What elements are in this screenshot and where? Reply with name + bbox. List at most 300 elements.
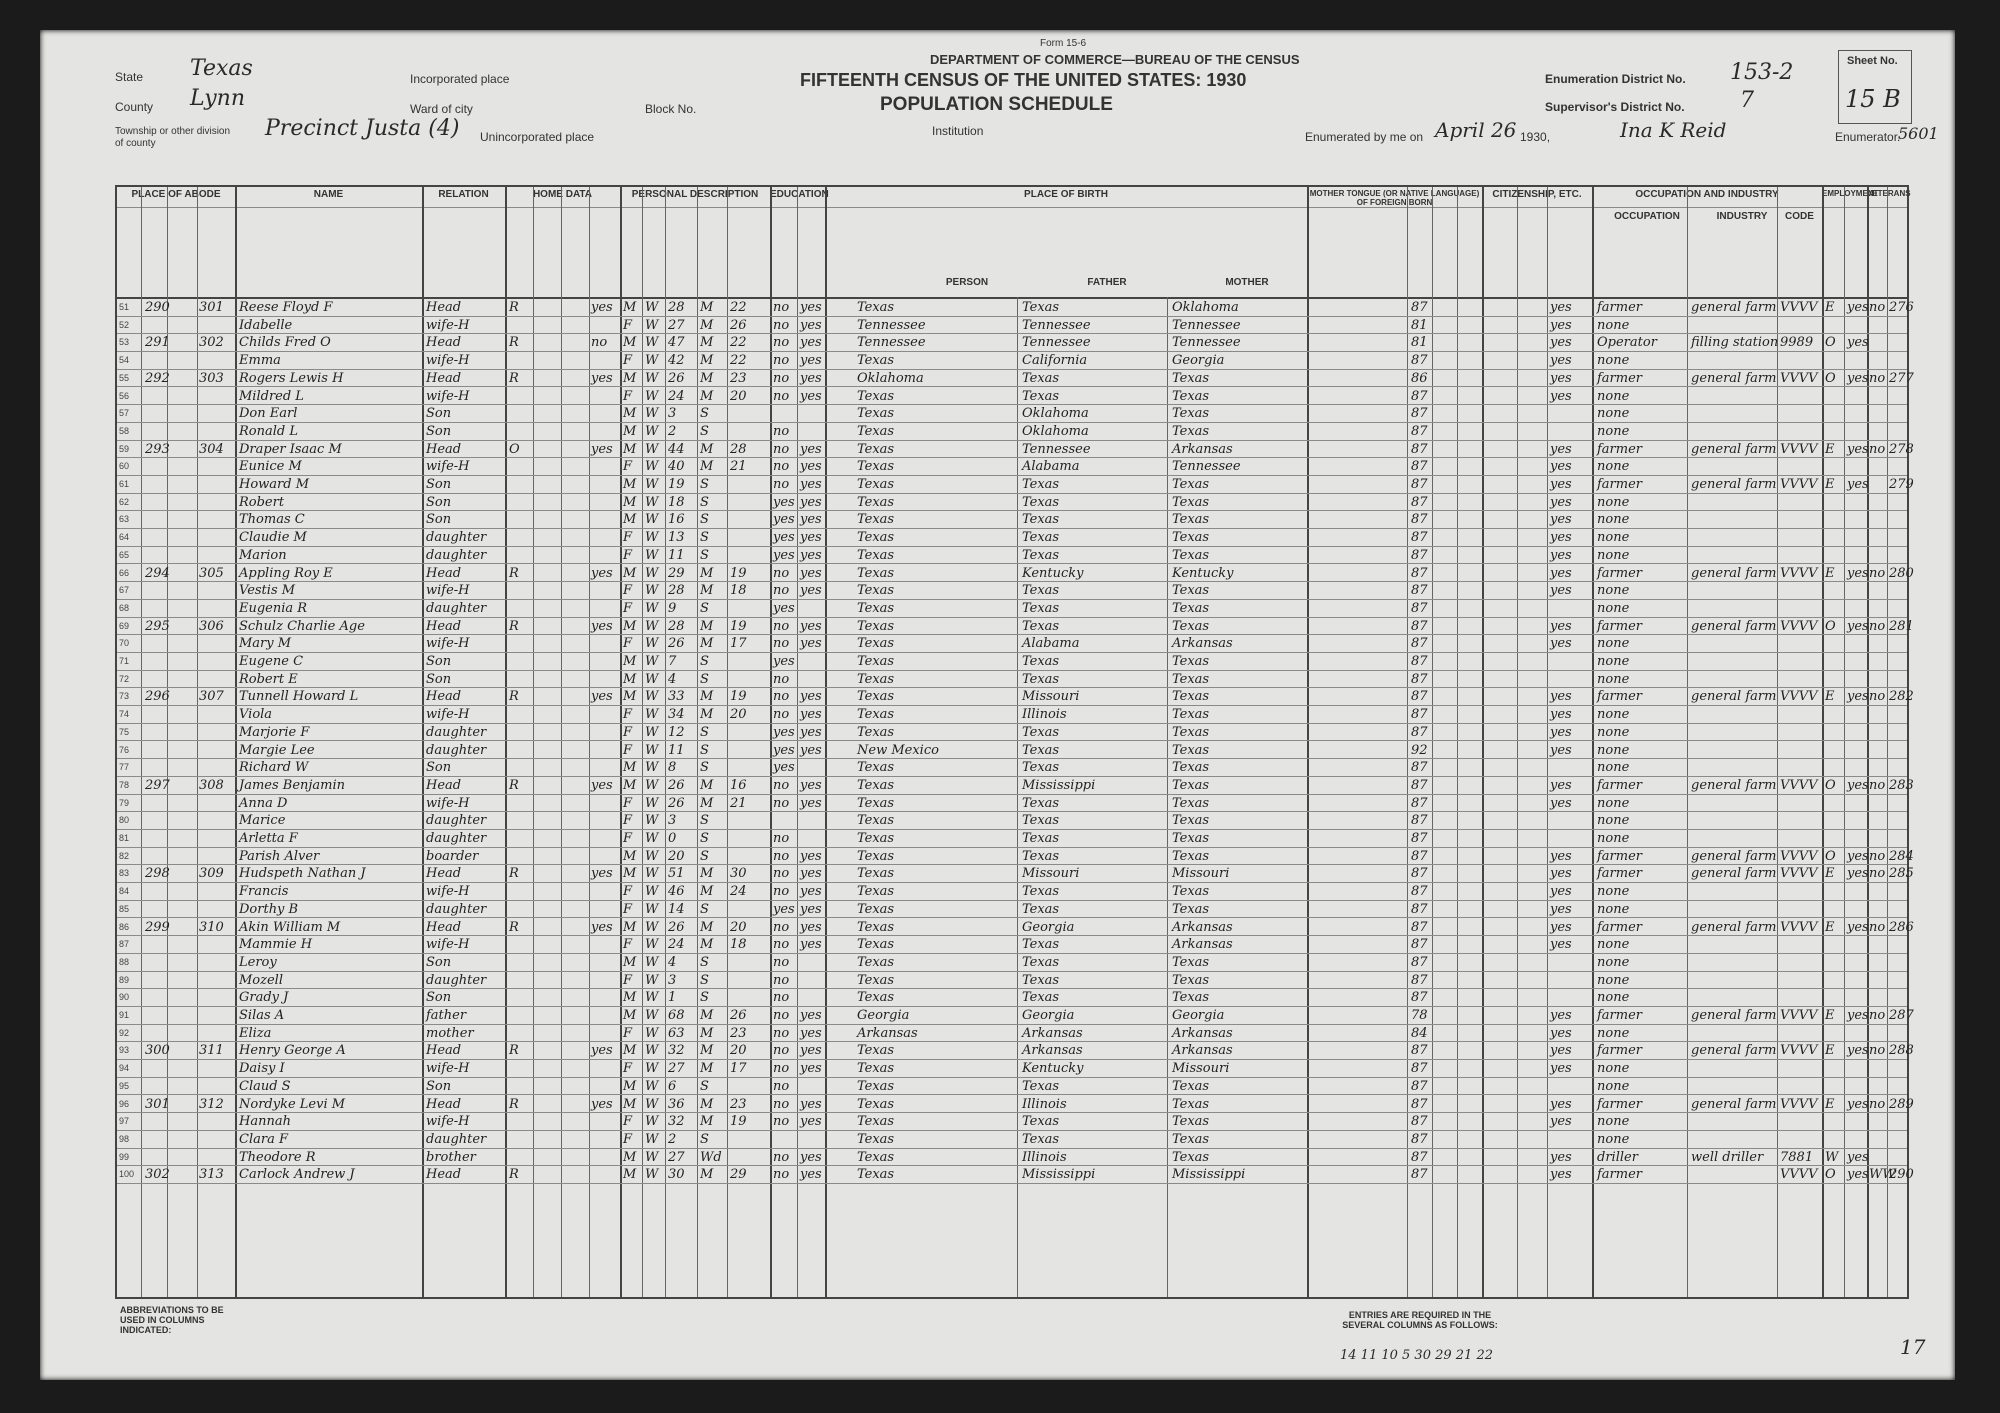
cell-fno: 278: [1889, 441, 1914, 457]
cell-name: James Benjamin: [239, 777, 346, 793]
cell-code: 87: [1411, 777, 1428, 793]
cell-rel: daughter: [426, 600, 487, 616]
cell-mar: M: [700, 1167, 714, 1183]
cell-bp: Texas: [857, 724, 895, 740]
line-number: 61: [119, 479, 130, 489]
cell-agem: 20: [730, 388, 747, 404]
cell-icode: VVVV: [1780, 477, 1818, 492]
cell-name: Thomas C: [239, 512, 305, 528]
cell-bpf: Texas: [1022, 795, 1060, 811]
table-row: [117, 742, 1907, 760]
cell-occ: farmer: [1597, 689, 1643, 705]
cell-code: 87: [1411, 1078, 1428, 1094]
population-table: [115, 185, 1914, 1299]
cell-home: R: [509, 565, 519, 581]
cell-fam: 304: [199, 441, 224, 457]
cell-bpf: Tennessee: [1022, 335, 1091, 351]
cell-code: 87: [1411, 423, 1428, 439]
cell-cls: E: [1825, 1008, 1835, 1023]
cell-occ: none: [1597, 1114, 1630, 1130]
cell-race: W: [645, 583, 659, 599]
cell-agem: 21: [730, 795, 747, 811]
ward-label: Ward of city: [410, 102, 473, 116]
cell-read: yes: [800, 618, 822, 634]
cell-name: Mammie H: [239, 937, 313, 953]
cell-code: 87: [1411, 1167, 1428, 1183]
cell-eng: yes: [1550, 317, 1572, 333]
cell-cls: O: [1825, 335, 1836, 351]
cell-sex: F: [623, 901, 633, 917]
cell-occ: farmer: [1597, 866, 1643, 882]
cell-eng: yes: [1550, 1043, 1572, 1059]
cell-rel: Son: [426, 654, 452, 669]
table-row: [117, 989, 1907, 1007]
cell-name: Tunnell Howard L: [239, 689, 359, 705]
cell-bpm: Texas: [1172, 1149, 1210, 1165]
cell-age: 7: [668, 654, 677, 669]
cell-name: Viola: [239, 707, 273, 723]
cell-name: Marion: [239, 547, 287, 563]
unincorporated-label: Unincorporated place: [480, 130, 595, 144]
cell-occ: driller: [1597, 1149, 1638, 1165]
cell-bp: Texas: [857, 1096, 895, 1112]
cell-rel: wife-H: [426, 317, 470, 333]
cell-name: Carlock Andrew J: [239, 1167, 355, 1183]
cell-cls: E: [1825, 477, 1835, 492]
cell-rel: Head: [426, 565, 462, 581]
cell-bpf: California: [1022, 353, 1088, 369]
cell-sch: no: [773, 423, 790, 439]
cell-sex: F: [623, 600, 633, 616]
cell-sex: F: [623, 742, 633, 758]
cell-name: Idabelle: [239, 317, 293, 333]
cell-mar: S: [700, 671, 709, 687]
cell-code: 87: [1411, 671, 1428, 687]
cell-read: yes: [800, 300, 822, 315]
cell-bp: Texas: [857, 512, 895, 528]
cell-bpf: Illinois: [1022, 1096, 1067, 1112]
cell-code: 87: [1411, 848, 1428, 864]
cell-occ: none: [1597, 600, 1630, 616]
cell-fam: 303: [199, 370, 224, 386]
cell-sch: no: [773, 441, 790, 457]
line-number: 73: [119, 691, 130, 702]
cell-emp: yes: [1847, 919, 1869, 935]
cell-age: 24: [668, 388, 685, 404]
table-row: [117, 405, 1907, 423]
cell-bpm: Texas: [1172, 707, 1210, 723]
cell-agem: 17: [730, 636, 747, 652]
cell-read: yes: [800, 689, 822, 705]
cell-mar: M: [700, 795, 714, 811]
cell-bpf: Texas: [1022, 831, 1060, 846]
cell-eng: yes: [1550, 884, 1572, 900]
cell-read: yes: [800, 1096, 822, 1112]
cell-bp: Texas: [857, 813, 895, 829]
cell-mar: S: [700, 654, 709, 669]
cell-rel: wife-H: [426, 707, 470, 723]
cell-occ: none: [1597, 724, 1630, 740]
cell-vet: no: [1869, 300, 1886, 315]
cell-mar: S: [700, 724, 709, 740]
cell-rel: daughter: [426, 813, 487, 829]
cell-rel: daughter: [426, 901, 487, 917]
cell-mar: M: [700, 1061, 714, 1077]
cell-sch: no: [773, 1167, 790, 1183]
cell-race: W: [645, 1078, 659, 1094]
cell-occ: farmer: [1597, 477, 1643, 492]
cell-mar: M: [700, 689, 714, 705]
cell-sch: no: [773, 459, 790, 475]
cell-read: yes: [800, 724, 822, 740]
line-number: 77: [119, 762, 130, 773]
cell-rel: daughter: [426, 972, 487, 988]
cell-name: Nordyke Levi M: [239, 1096, 346, 1112]
cell-sex: F: [623, 530, 633, 546]
table-row: [117, 547, 1907, 565]
cell-mar: S: [700, 530, 709, 546]
table-row: [117, 1149, 1907, 1167]
cell-sex: M: [623, 990, 637, 1006]
cell-cls: O: [1825, 1167, 1836, 1183]
cell-sch: no: [773, 990, 790, 1006]
cell-race: W: [645, 724, 659, 740]
cell-bpf: Texas: [1022, 954, 1060, 970]
cell-eng: yes: [1550, 547, 1572, 563]
cell-code: 87: [1411, 795, 1428, 811]
line-number: 67: [119, 585, 130, 596]
cell-name: Hudspeth Nathan J: [239, 866, 366, 882]
cell-sch: no: [773, 370, 790, 386]
cell-sch: no: [773, 689, 790, 705]
institution-label: Institution: [932, 124, 984, 138]
cell-age: 33: [668, 689, 685, 705]
cell-code: 87: [1411, 901, 1428, 917]
cell-eng: yes: [1550, 300, 1572, 315]
cell-sch: no: [773, 1025, 790, 1041]
cell-mar: M: [700, 618, 714, 634]
cell-sch: no: [773, 1096, 790, 1112]
cell-age: 6: [668, 1078, 677, 1094]
cell-occ: none: [1597, 671, 1630, 687]
cell-eng: yes: [1550, 777, 1572, 793]
cell-occ: none: [1597, 512, 1630, 528]
cell-name: Claud S: [239, 1078, 291, 1094]
cell-mar: S: [700, 972, 709, 988]
cell-ind: well driller: [1691, 1149, 1764, 1165]
cell-name: Childs Fred O: [239, 335, 331, 351]
cell-emp: yes: [1847, 300, 1869, 315]
cell-rel: wife-H: [426, 636, 470, 652]
cell-age: 30: [668, 1167, 685, 1183]
state-label: State: [115, 70, 144, 84]
cell-sex: M: [623, 1096, 637, 1112]
cell-sex: M: [623, 1149, 637, 1165]
cell-age: 32: [668, 1043, 685, 1059]
cell-mar: S: [700, 423, 709, 439]
cell-occ: farmer: [1597, 1096, 1643, 1112]
cell-race: W: [645, 1061, 659, 1077]
cell-bpf: Texas: [1022, 300, 1060, 315]
cell-cls: E: [1825, 1096, 1835, 1112]
group-employment: EMPLOYMENT: [1822, 189, 1879, 198]
cell-fam: 307: [199, 689, 224, 705]
cell-bpf: Missouri: [1022, 866, 1080, 882]
cell-bp: Oklahoma: [857, 370, 924, 386]
table-row: [117, 954, 1907, 972]
cell-fam: 309: [199, 866, 224, 882]
cell-race: W: [645, 777, 659, 793]
cell-code: 87: [1411, 459, 1428, 475]
cell-agem: 18: [730, 583, 747, 599]
cell-sex: F: [623, 388, 633, 404]
line-number: 95: [119, 1080, 130, 1091]
cell-icode: VVVV: [1780, 1167, 1818, 1183]
table-row: [117, 706, 1907, 724]
cell-sch: no: [773, 1061, 790, 1077]
cell-rel: Head: [426, 689, 462, 705]
cell-bpf: Kentucky: [1022, 1061, 1084, 1077]
cell-cls: E: [1825, 689, 1835, 705]
cell-emp: yes: [1847, 1096, 1869, 1112]
cell-bpm: Tennessee: [1172, 335, 1241, 351]
cell-rel: Head: [426, 1096, 462, 1112]
table-row: [117, 476, 1914, 494]
cell-race: W: [645, 494, 659, 510]
cell-mar: S: [700, 990, 709, 1006]
cell-emp: yes: [1847, 848, 1869, 864]
cell-name: Marjorie F: [239, 724, 310, 740]
sub-father: FATHER: [1087, 277, 1127, 288]
cell-name: Ronald L: [239, 423, 298, 439]
cell-eng: yes: [1550, 353, 1572, 369]
cell-bpf: Texas: [1022, 547, 1060, 563]
cell-rel: wife-H: [426, 937, 470, 953]
cell-read: yes: [800, 388, 822, 404]
line-number: 64: [119, 532, 130, 543]
cell-bp: Texas: [857, 300, 895, 315]
cell-name: Richard W: [239, 760, 309, 776]
cell-read: yes: [800, 547, 822, 563]
line-number: 82: [119, 850, 130, 861]
cell-mar: M: [700, 1043, 714, 1059]
cell-sex: M: [623, 618, 637, 634]
line-number: 96: [119, 1098, 130, 1109]
cell-sex: M: [623, 654, 637, 669]
cell-dw: 297: [145, 777, 170, 793]
cell-eng: yes: [1550, 335, 1572, 351]
table-row: [117, 458, 1907, 476]
cell-read: yes: [800, 884, 822, 900]
cell-radio: yes: [591, 866, 613, 882]
cell-name: Hannah: [239, 1114, 291, 1130]
schedule-title: POPULATION SCHEDULE: [880, 94, 1113, 115]
cell-bpf: Texas: [1022, 530, 1060, 546]
line-number: 68: [119, 602, 130, 613]
cell-dw: 293: [145, 441, 170, 457]
cell-age: 13: [668, 530, 685, 546]
line-number: 85: [119, 903, 130, 914]
cell-bp: Texas: [857, 477, 895, 492]
cell-age: 27: [668, 1061, 685, 1077]
line-number: 69: [119, 620, 130, 631]
table-row: [117, 901, 1907, 919]
cell-fno: 284: [1889, 848, 1914, 864]
cell-dw: 294: [145, 565, 170, 581]
cell-name: Theodore R: [239, 1149, 316, 1165]
cell-bpf: Texas: [1022, 972, 1060, 988]
cell-fno: 279: [1889, 477, 1914, 492]
cell-code: 87: [1411, 654, 1428, 669]
cell-bpf: Texas: [1022, 848, 1060, 864]
cell-read: yes: [800, 848, 822, 864]
cell-code: 87: [1411, 547, 1428, 563]
cell-sex: M: [623, 494, 637, 510]
cell-rel: wife-H: [426, 353, 470, 369]
cell-race: W: [645, 654, 659, 669]
cell-mar: M: [700, 300, 714, 315]
cell-code: 87: [1411, 919, 1428, 935]
cell-bpm: Texas: [1172, 831, 1210, 846]
cell-bp: Texas: [857, 1043, 895, 1059]
cell-cls: E: [1825, 866, 1835, 882]
line-number: 52: [119, 319, 130, 330]
cell-occ: farmer: [1597, 1008, 1643, 1023]
cell-age: 11: [668, 742, 685, 758]
cell-bpf: Illinois: [1022, 707, 1067, 723]
line-number: 81: [119, 833, 130, 843]
table-row: [117, 352, 1907, 370]
cell-read: yes: [800, 707, 822, 723]
table-row: [117, 582, 1907, 600]
cell-rel: Head: [426, 618, 462, 634]
cell-read: yes: [800, 1149, 822, 1165]
cell-bpf: Georgia: [1022, 919, 1075, 935]
group-education: EDUCATION: [770, 189, 829, 200]
cell-eng: yes: [1550, 937, 1572, 953]
cell-occ: farmer: [1597, 1167, 1643, 1183]
cell-name: Marice: [239, 813, 286, 829]
cell-bp: Arkansas: [857, 1025, 918, 1041]
sub-code: CODE: [1785, 211, 1814, 222]
cell-mar: M: [700, 1025, 714, 1041]
cell-home: R: [509, 618, 519, 634]
cell-age: 27: [668, 1149, 685, 1165]
cell-sch: no: [773, 707, 790, 723]
cell-icode: VVVV: [1780, 1043, 1818, 1059]
supervisor-value: 7: [1740, 88, 1754, 113]
cell-name: Schulz Charlie Age: [239, 618, 365, 634]
cell-race: W: [645, 1149, 659, 1165]
cell-rel: daughter: [426, 547, 487, 563]
line-number: 90: [119, 992, 130, 1003]
cell-eng: yes: [1550, 583, 1572, 599]
table-row: [117, 936, 1907, 954]
cell-sch: no: [773, 477, 790, 492]
cell-sex: F: [623, 795, 633, 811]
cell-occ: farmer: [1597, 618, 1643, 634]
cell-code: 87: [1411, 831, 1428, 846]
cell-age: 20: [668, 848, 685, 864]
cell-agem: 20: [730, 919, 747, 935]
cell-bp: Texas: [857, 689, 895, 705]
cell-read: yes: [800, 494, 822, 510]
cell-bpf: Tennessee: [1022, 317, 1091, 333]
cell-bpm: Texas: [1172, 583, 1210, 599]
cell-eng: yes: [1550, 724, 1572, 740]
cell-mar: S: [700, 742, 709, 758]
cell-race: W: [645, 388, 659, 404]
cell-race: W: [645, 423, 659, 439]
abbreviations-title: ABBREVIATIONS TO BE USED IN COLUMNS INDICATED:: [120, 1305, 224, 1335]
table-row: [117, 671, 1907, 689]
cell-rel: Son: [426, 512, 452, 528]
cell-age: 63: [668, 1025, 685, 1041]
cell-cls: E: [1825, 1043, 1835, 1059]
line-number: 57: [119, 408, 130, 419]
cell-code: 87: [1411, 388, 1428, 404]
cell-sex: F: [623, 583, 633, 599]
cell-bp: Texas: [857, 530, 895, 546]
cell-sch: no: [773, 335, 790, 351]
cell-eng: yes: [1550, 848, 1572, 864]
cell-bpm: Texas: [1172, 813, 1210, 829]
table-row: [117, 777, 1914, 795]
cell-race: W: [645, 1096, 659, 1112]
cell-code: 87: [1411, 406, 1428, 422]
cell-bpf: Arkansas: [1022, 1025, 1083, 1041]
cell-fam: 312: [199, 1096, 224, 1112]
cell-vet: no: [1869, 441, 1886, 457]
cell-sch: no: [773, 583, 790, 599]
cell-age: 2: [668, 1131, 677, 1147]
group-birth: PLACE OF BIRTH: [1024, 189, 1108, 200]
cell-fno: 282: [1889, 689, 1914, 705]
cell-icode: VVVV: [1780, 777, 1818, 793]
cell-vet: no: [1869, 1096, 1886, 1112]
line-number: 88: [119, 956, 130, 967]
cell-sex: M: [623, 406, 637, 422]
table-row: [117, 565, 1914, 583]
cell-rel: wife-H: [426, 583, 470, 599]
cell-sex: F: [623, 972, 633, 988]
cell-eng: yes: [1550, 919, 1572, 935]
cell-code: 87: [1411, 689, 1428, 705]
cell-mar: S: [700, 901, 709, 917]
cell-emp: yes: [1847, 477, 1869, 492]
table-row: [117, 1113, 1907, 1131]
cell-read: yes: [800, 512, 822, 528]
census-sheet: [40, 30, 1955, 1380]
cell-agem: 20: [730, 707, 747, 723]
cell-age: 32: [668, 1114, 685, 1130]
table-row: [117, 972, 1907, 990]
cell-icode: VVVV: [1780, 370, 1818, 386]
line-number: 99: [119, 1151, 130, 1162]
cell-name: Howard M: [239, 477, 310, 492]
cell-age: 26: [668, 795, 685, 811]
cell-radio: yes: [591, 441, 613, 457]
cell-occ: farmer: [1597, 370, 1643, 386]
cell-name: Eugenia R: [239, 600, 308, 616]
group-home: HOME DATA: [532, 189, 593, 200]
cell-cls: E: [1825, 565, 1835, 581]
cell-emp: yes: [1847, 618, 1869, 634]
line-number: 58: [119, 425, 130, 436]
cell-home: R: [509, 866, 519, 882]
cell-eng: yes: [1550, 1149, 1572, 1165]
cell-bpm: Oklahoma: [1172, 300, 1239, 315]
